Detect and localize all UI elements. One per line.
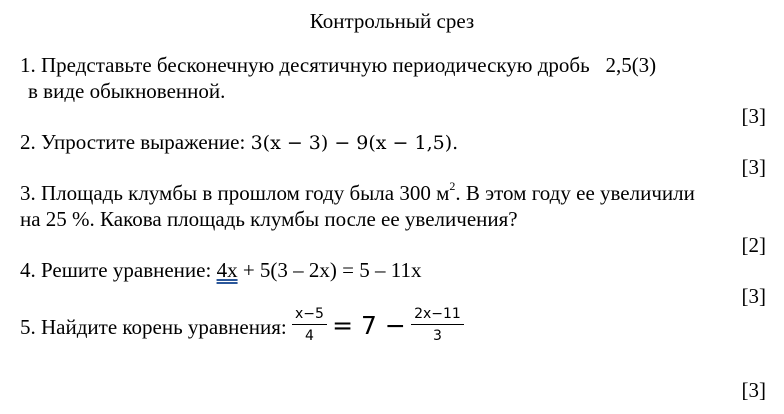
question-3-superscript: 2 (449, 179, 456, 193)
question-4-rest: + 5(3 – 2x) = 5 – 11x (237, 258, 422, 282)
fraction-2-denominator: 3 (432, 328, 442, 344)
question-4-line (20, 258, 421, 283)
question-1-line-1 (20, 53, 656, 78)
fraction-1 (292, 306, 327, 344)
fraction-2 (411, 306, 464, 344)
question-5-line (20, 306, 464, 348)
question-2-expression: 3(x − 3) − 9(x − 1,5). (250, 132, 459, 154)
question-5-text: 5. Найдите корень уравнения: (20, 314, 292, 339)
question-1-text: 1. Представьте бесконечную десятичную периодическую дробь (20, 53, 590, 77)
question-1-score: [3] (741, 104, 766, 128)
question-3-line-1 (20, 181, 695, 206)
question-4-term: 4x (216, 258, 238, 282)
question-2-line (20, 130, 458, 155)
question-5-score: [3] (741, 378, 766, 402)
page-title: Контрольный срез (309, 9, 475, 33)
fraction-2-numerator: 2x−11 (411, 306, 464, 325)
question-1-line-2: в виде обыкновенной. (28, 79, 226, 103)
equation-middle: = 7 − (332, 310, 406, 340)
question-3-score: [2] (741, 233, 766, 257)
fraction-1-numerator: x−5 (292, 306, 327, 325)
question-3-text-a: 3. Площадь клумбы в прошлом году была 300 м (20, 181, 450, 205)
question-2-text: 2. Упростите выражение: (20, 130, 251, 154)
question-4-score: [3] (741, 284, 766, 308)
question-2-score: [3] (741, 155, 766, 179)
question-3-line-2: на 25 %. Какова площадь клумбы после ее увеличения? (20, 207, 518, 231)
question-3-text-b: . В этом году ее увеличили (455, 181, 695, 205)
fraction-1-denominator: 4 (304, 328, 314, 344)
question-4-text: 4. Решите уравнение: (20, 258, 217, 282)
question-1-value: 2,5(3) (605, 53, 657, 77)
